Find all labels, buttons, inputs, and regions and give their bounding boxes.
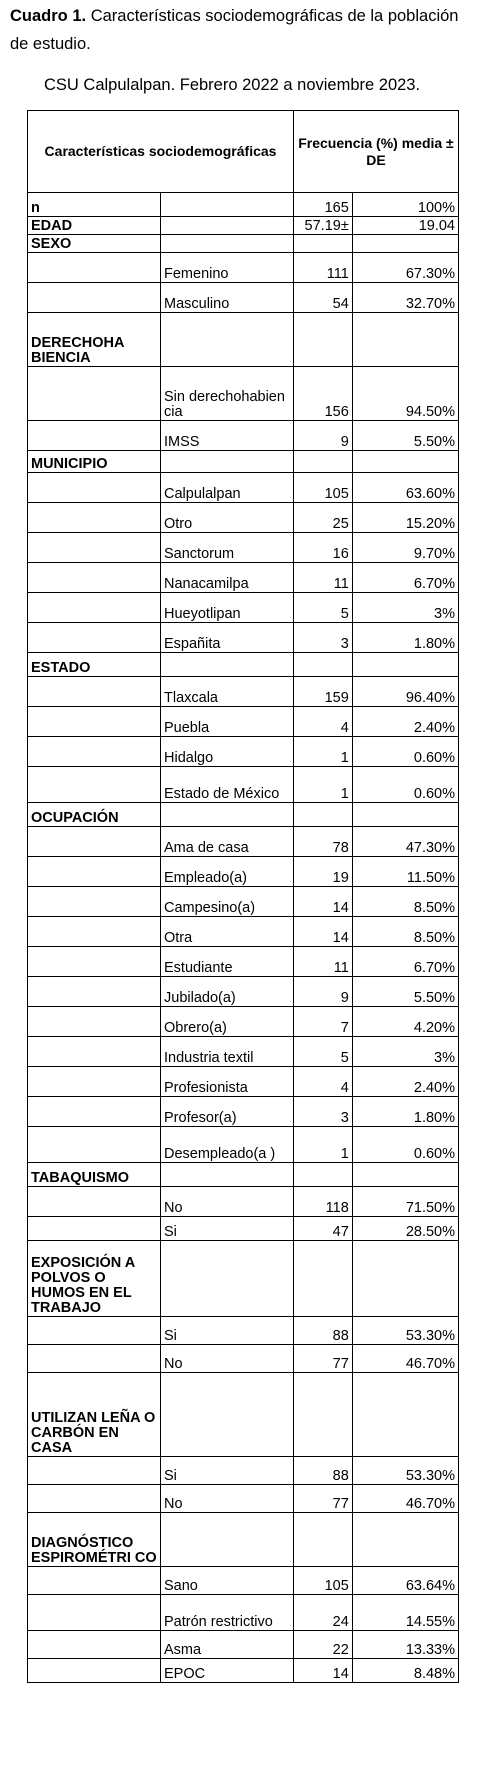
table-cell-c3: 159 xyxy=(294,677,353,707)
table-row xyxy=(28,1345,459,1373)
table-row xyxy=(28,1317,459,1345)
table-cell-c3 xyxy=(294,235,353,253)
table-cell-c3: 14 xyxy=(294,1659,353,1683)
caption-label: Cuadro 1. xyxy=(10,7,87,25)
table-cell-c1 xyxy=(28,887,161,917)
table-cell-c2: Si xyxy=(161,1457,294,1485)
table-cell-c4: 3% xyxy=(352,593,458,623)
table-cell-c1 xyxy=(28,503,161,533)
table-cell-c4 xyxy=(352,803,458,827)
table-row xyxy=(28,1007,459,1037)
table-cell-c1: EDAD xyxy=(28,217,161,235)
table-cell-c3: 7 xyxy=(294,1007,353,1037)
table-cell-c4: 8.48% xyxy=(352,1659,458,1683)
table-cell-c2 xyxy=(161,653,294,677)
table-cell-c1 xyxy=(28,1457,161,1485)
table-cell-c1 xyxy=(28,283,161,313)
table-cell-c4: 0.60% xyxy=(352,1127,458,1163)
table-cell-c2: Tlaxcala xyxy=(161,677,294,707)
table-cell-c1: MUNICIPIO xyxy=(28,451,161,473)
table-row xyxy=(28,1373,459,1457)
table-cell-c2: Si xyxy=(161,1217,294,1241)
table-cell-c4 xyxy=(352,313,458,367)
table-cell-c1 xyxy=(28,857,161,887)
table-cell-c2 xyxy=(161,313,294,367)
table-cell-c1 xyxy=(28,1007,161,1037)
table-cell-c3: 11 xyxy=(294,947,353,977)
table-cell-c3: 4 xyxy=(294,707,353,737)
table-cell-c4: 5.50% xyxy=(352,977,458,1007)
table-cell-c2: Si xyxy=(161,1317,294,1345)
table-row xyxy=(28,623,459,653)
table-row xyxy=(28,1097,459,1127)
table-cell-c3: 19 xyxy=(294,857,353,887)
table-cell-c1 xyxy=(28,1631,161,1659)
table-cell-c1: n xyxy=(28,193,161,217)
table-cell-c4: 0.60% xyxy=(352,767,458,803)
table-cell-c4: 32.70% xyxy=(352,283,458,313)
table-cell-c1 xyxy=(28,367,161,421)
table-cell-c1: DERECHOHA BIENCIA xyxy=(28,313,161,367)
table-cell-c4: 2.40% xyxy=(352,707,458,737)
table-row xyxy=(28,767,459,803)
table-cell-c3: 77 xyxy=(294,1345,353,1373)
table-cell-c2 xyxy=(161,1241,294,1317)
table-cell-c3: 5 xyxy=(294,1037,353,1067)
table-cell-c2: Sanctorum xyxy=(161,533,294,563)
table-cell-c4 xyxy=(352,1513,458,1567)
table-cell-c3: 22 xyxy=(294,1631,353,1659)
table-cell-c4: 94.50% xyxy=(352,367,458,421)
table-cell-c4 xyxy=(352,1241,458,1317)
table-cell-c3: 1 xyxy=(294,767,353,803)
table-row xyxy=(28,235,459,253)
table-cell-c4: 53.30% xyxy=(352,1457,458,1485)
table-cell-c2: Desempleado(a ) xyxy=(161,1127,294,1163)
table-cell-c4: 0.60% xyxy=(352,737,458,767)
table-cell-c1 xyxy=(28,1485,161,1513)
table-cell-c1: TABAQUISMO xyxy=(28,1163,161,1187)
table-cell-c2 xyxy=(161,1373,294,1457)
table-cell-c1 xyxy=(28,1097,161,1127)
table-cell-c4: 2.40% xyxy=(352,1067,458,1097)
table-cell-c3: 111 xyxy=(294,253,353,283)
table-cell-c1 xyxy=(28,533,161,563)
table-cell-c1 xyxy=(28,1345,161,1373)
table-cell-c4: 3% xyxy=(352,1037,458,1067)
table-row xyxy=(28,1595,459,1631)
table-cell-c3: 1 xyxy=(294,1127,353,1163)
table-cell-c2: No xyxy=(161,1485,294,1513)
table-cell-c2 xyxy=(161,1513,294,1567)
table-cell-c4: 13.33% xyxy=(352,1631,458,1659)
table-cell-c2: EPOC xyxy=(161,1659,294,1683)
table-cell-c4: 1.80% xyxy=(352,1097,458,1127)
table-row xyxy=(28,533,459,563)
table-cell-c4: 28.50% xyxy=(352,1217,458,1241)
table-cell-c2: Femenino xyxy=(161,253,294,283)
table-cell-c2: Campesino(a) xyxy=(161,887,294,917)
table-cell-c1 xyxy=(28,1187,161,1217)
table-row xyxy=(28,1659,459,1683)
table-row xyxy=(28,421,459,451)
table-cell-c4: 9.70% xyxy=(352,533,458,563)
table-cell-c2 xyxy=(161,451,294,473)
table-cell-c2: Profesor(a) xyxy=(161,1097,294,1127)
table-cell-c1 xyxy=(28,1567,161,1595)
table-cell-c3 xyxy=(294,313,353,367)
table-row xyxy=(28,977,459,1007)
table-cell-c2 xyxy=(161,235,294,253)
table-cell-c4: 8.50% xyxy=(352,917,458,947)
table-row xyxy=(28,1241,459,1317)
table-cell-c4: 53.30% xyxy=(352,1317,458,1345)
table-row xyxy=(28,1037,459,1067)
table-cell-c2: Otro xyxy=(161,503,294,533)
table-cell-c2: IMSS xyxy=(161,421,294,451)
table-cell-c3: 11 xyxy=(294,563,353,593)
data-table xyxy=(27,110,459,1683)
table-cell-c2 xyxy=(161,1163,294,1187)
table-cell-c4: 67.30% xyxy=(352,253,458,283)
table-cell-c3: 156 xyxy=(294,367,353,421)
table-row xyxy=(28,193,459,217)
table-cell-c2: Puebla xyxy=(161,707,294,737)
table-cell-c4 xyxy=(352,235,458,253)
table-cell-c1 xyxy=(28,1217,161,1241)
table-row xyxy=(28,1513,459,1567)
table-row xyxy=(28,451,459,473)
table-cell-c1: DIAGNÓSTICO ESPIROMÉTRI CO xyxy=(28,1513,161,1567)
table-cell-c4: 63.60% xyxy=(352,473,458,503)
table-cell-c2 xyxy=(161,217,294,235)
table-cell-c2: No xyxy=(161,1187,294,1217)
table-row xyxy=(28,1485,459,1513)
table-cell-c3 xyxy=(294,653,353,677)
table-header-row xyxy=(28,111,459,193)
table-cell-c4: 8.50% xyxy=(352,887,458,917)
table-cell-c3 xyxy=(294,1513,353,1567)
caption-text: Características sociodemográficas de la población de estudio. xyxy=(10,7,459,53)
table-cell-c4: 63.64% xyxy=(352,1567,458,1595)
table-cell-c1 xyxy=(28,421,161,451)
table-cell-c4: 4.20% xyxy=(352,1007,458,1037)
table-cell-c1: EXPOSICIÓN A POLVOS O HUMOS EN EL TRABAJO xyxy=(28,1241,161,1317)
table-cell-c1: OCUPACIÓN xyxy=(28,803,161,827)
table-row xyxy=(28,707,459,737)
table-row xyxy=(28,653,459,677)
table-body xyxy=(28,111,459,1683)
table-cell-c3: 105 xyxy=(294,473,353,503)
table-cell-c2: Hidalgo xyxy=(161,737,294,767)
table-row xyxy=(28,217,459,235)
table-subtitle: CSU Calpulalpan. Febrero 2022 a noviembre 2023. xyxy=(44,76,421,94)
table-cell-c4: 46.70% xyxy=(352,1345,458,1373)
table-cell-c2: Sin derechohabien cia xyxy=(161,367,294,421)
table-cell-c3: 77 xyxy=(294,1485,353,1513)
table-cell-c4: 11.50% xyxy=(352,857,458,887)
table-cell-c2 xyxy=(161,803,294,827)
table-row xyxy=(28,1067,459,1097)
table-cell-c3: 54 xyxy=(294,283,353,313)
table-cell-c1 xyxy=(28,473,161,503)
table-cell-c3: 9 xyxy=(294,421,353,451)
table-cell-c3 xyxy=(294,451,353,473)
table-row xyxy=(28,1127,459,1163)
table-cell-c1 xyxy=(28,737,161,767)
table-cell-c1: UTILIZAN LEÑA O CARBÓN EN CASA xyxy=(28,1373,161,1457)
table-row xyxy=(28,1457,459,1485)
table-cell-c4: 96.40% xyxy=(352,677,458,707)
table-cell-c4: 100% xyxy=(352,193,458,217)
table-cell-c3: 118 xyxy=(294,1187,353,1217)
table-cell-c3: 14 xyxy=(294,917,353,947)
table-cell-c2: Masculino xyxy=(161,283,294,313)
table-cell-c1 xyxy=(28,1595,161,1631)
table-cell-c3: 78 xyxy=(294,827,353,857)
table-row xyxy=(28,253,459,283)
table-cell-c3: 3 xyxy=(294,623,353,653)
table-row xyxy=(28,283,459,313)
table-cell-c1 xyxy=(28,977,161,1007)
table-cell-c2: Industria textil xyxy=(161,1037,294,1067)
table-caption xyxy=(10,2,470,58)
table-cell-c4: 1.80% xyxy=(352,623,458,653)
table-cell-c1 xyxy=(28,623,161,653)
table-cell-c2: Estado de México xyxy=(161,767,294,803)
table-row xyxy=(28,677,459,707)
table-cell-c2: Ama de casa xyxy=(161,827,294,857)
header-characteristics: Características sociodemográficas xyxy=(28,111,294,193)
table-cell-c2: No xyxy=(161,1345,294,1373)
table-cell-c1 xyxy=(28,1317,161,1345)
table-cell-c2: Calpulalpan xyxy=(161,473,294,503)
table-cell-c2: Profesionista xyxy=(161,1067,294,1097)
table-cell-c4: 14.55% xyxy=(352,1595,458,1631)
table-cell-c2: Otra xyxy=(161,917,294,947)
table-cell-c3: 25 xyxy=(294,503,353,533)
table-cell-c1 xyxy=(28,1067,161,1097)
table-cell-c2: Nanacamilpa xyxy=(161,563,294,593)
table-cell-c3: 14 xyxy=(294,887,353,917)
table-cell-c3: 1 xyxy=(294,737,353,767)
table-cell-c3: 3 xyxy=(294,1097,353,1127)
table-cell-c2: Hueyotlipan xyxy=(161,593,294,623)
table-row xyxy=(28,593,459,623)
table-cell-c2 xyxy=(161,193,294,217)
table-cell-c1 xyxy=(28,563,161,593)
table-cell-c1 xyxy=(28,1659,161,1683)
table-cell-c3: 165 xyxy=(294,193,353,217)
table-cell-c1 xyxy=(28,767,161,803)
table-row xyxy=(28,887,459,917)
table-row xyxy=(28,503,459,533)
table-cell-c1: SEXO xyxy=(28,235,161,253)
table-row xyxy=(28,1187,459,1217)
table-cell-c1: ESTADO xyxy=(28,653,161,677)
table-cell-c4 xyxy=(352,653,458,677)
table-cell-c4: 47.30% xyxy=(352,827,458,857)
table-cell-c2: Estudiante xyxy=(161,947,294,977)
table-cell-c3: 105 xyxy=(294,1567,353,1595)
table-row xyxy=(28,1163,459,1187)
table-cell-c4: 71.50% xyxy=(352,1187,458,1217)
table-cell-c4: 19.04 xyxy=(352,217,458,235)
table-row xyxy=(28,827,459,857)
table-cell-c1 xyxy=(28,917,161,947)
table-cell-c2: Empleado(a) xyxy=(161,857,294,887)
table-cell-c4 xyxy=(352,1163,458,1187)
table-cell-c4: 5.50% xyxy=(352,421,458,451)
table-cell-c1 xyxy=(28,253,161,283)
table-cell-c4: 15.20% xyxy=(352,503,458,533)
table-row xyxy=(28,917,459,947)
table-cell-c3 xyxy=(294,1373,353,1457)
table-row xyxy=(28,367,459,421)
table-cell-c3: 4 xyxy=(294,1067,353,1097)
header-frequency: Frecuencia (%) media ± DE xyxy=(294,111,459,193)
table-row xyxy=(28,857,459,887)
table-cell-c2: Asma xyxy=(161,1631,294,1659)
table-cell-c4: 6.70% xyxy=(352,563,458,593)
table-row xyxy=(28,1631,459,1659)
table-cell-c3 xyxy=(294,803,353,827)
table-cell-c3: 47 xyxy=(294,1217,353,1241)
table-cell-c2: Obrero(a) xyxy=(161,1007,294,1037)
table-cell-c3 xyxy=(294,1241,353,1317)
table-cell-c1 xyxy=(28,1127,161,1163)
table-row xyxy=(28,947,459,977)
table-cell-c4: 46.70% xyxy=(352,1485,458,1513)
table-cell-c2: Jubilado(a) xyxy=(161,977,294,1007)
table-row xyxy=(28,473,459,503)
table-row xyxy=(28,1217,459,1241)
table-cell-c3 xyxy=(294,1163,353,1187)
table-cell-c1 xyxy=(28,677,161,707)
table-cell-c1 xyxy=(28,707,161,737)
table-cell-c3: 16 xyxy=(294,533,353,563)
table-cell-c3: 24 xyxy=(294,1595,353,1631)
table-row xyxy=(28,563,459,593)
table-cell-c3: 9 xyxy=(294,977,353,1007)
table-cell-c3: 88 xyxy=(294,1317,353,1345)
table-cell-c2: Sano xyxy=(161,1567,294,1595)
table-cell-c1 xyxy=(28,593,161,623)
table-cell-c4 xyxy=(352,1373,458,1457)
table-cell-c4: 6.70% xyxy=(352,947,458,977)
table-row xyxy=(28,1567,459,1595)
table-row xyxy=(28,313,459,367)
table-cell-c3: 5 xyxy=(294,593,353,623)
table-cell-c3: 88 xyxy=(294,1457,353,1485)
table-row xyxy=(28,737,459,767)
table-cell-c2: Patrón restrictivo xyxy=(161,1595,294,1631)
table-cell-c2: Españita xyxy=(161,623,294,653)
table-row xyxy=(28,803,459,827)
table-cell-c4 xyxy=(352,451,458,473)
table-cell-c1 xyxy=(28,1037,161,1067)
table-cell-c1 xyxy=(28,827,161,857)
table-cell-c3: 57.19± xyxy=(294,217,353,235)
table-cell-c1 xyxy=(28,947,161,977)
